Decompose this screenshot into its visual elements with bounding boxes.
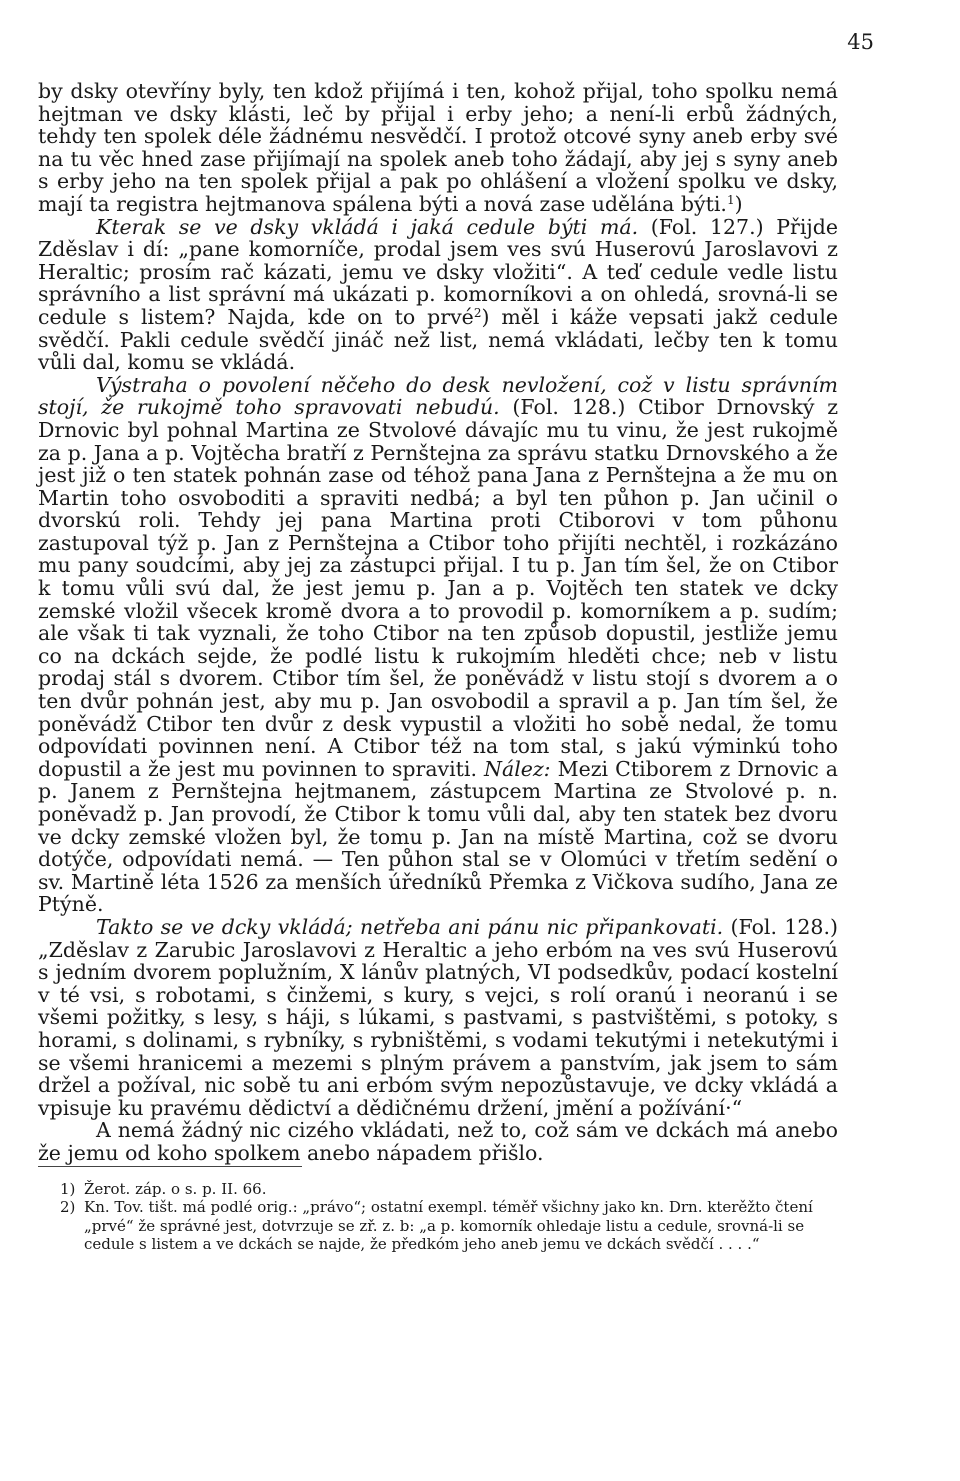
text-run: A nemá žádný nic cizého vkládati, než to, což sám ve dckách má anebo že jemu od koho spolkem anebo nápadem přišlo. xyxy=(38,1118,838,1165)
text-run: ) xyxy=(734,191,743,216)
footnote xyxy=(60,1198,839,1253)
paragraph xyxy=(38,216,838,374)
italic-heading: Takto se ve dcky vkládá; netřeba ani pánu nic připankovati. xyxy=(96,914,724,939)
footnote-ref: 1 xyxy=(726,192,735,207)
footnote-text: Kn. Tov. tišt. má podlé orig.: „právo“; ostatní exempl. téměř všichny jako kn. Drn. kterěžto čtení „prvé“ že správné jest, dotvrzuje se zř. z. b: „a p. komorník ohledaje listu a cedule, srovná-li se cedule s listem a ve dckách se najde, že předkóm jeho aneb jemu ve dckách svědčí . . . .“ xyxy=(84,1198,813,1253)
paragraph xyxy=(38,374,838,916)
italic-heading: Kterak se ve dsky vkládá i jaká cedule býti má. xyxy=(96,214,639,239)
footnotes xyxy=(60,1180,839,1253)
page-number: 45 xyxy=(847,30,874,54)
text-run: (Fol. 128.) Ctibor Drnovský z Drnovic byl pohnal Martina ze Stvolové dávajíc mu tu vinu, že jest rukojmě za p. Jana a p. Vojtěcha bratří z Pernštejna za správu statku Drnovského a že jest již o ten statek pohnán zase od téhož pana Jana z Pernštejna a že mu on Martin toho osvoboditi a spraviti nedbá; a byl ten půhon p. Jan učinil o dvorskú roli. Tehdy jej pana Martina proti Ctiborovi v tom půhonu zastupoval týž p. Jan z Pernštejna a Ctibor toho přijíti nechtěl, i rozkázáno mu pany soudcími, aby jej za zástupci přijal. I tu p. Jan tím šel, že on Ctibor k tomu vůli svú dal, že jest jemu p. Jan a p. Vojtěch ten statek ve dcky zemské vložil všecek kromě dvora a to provodil p. komorníkem a p. sudím; ale však ti tak vyznali, že toho Ctibor na ten způsob dopustil, jestliže jemu co na dckách sejde, že podlé listu k rukojmím hleděti chce; neb v listu prodaj stál s dvorem. Ctibor tím šel, že poněvádž v listu stojí s dvorem a o ten dvůr pohnán jest, aby mu p. Jan osvobodil a spravil a p. Jan tím šel, že poněvádž Ctibor ten dvůr z desk vypustil a vložiti ho sobě nedal, že tomu odpovídati povinnen není. A Ctibor též na tom stal, s jakú výminkú toho dopustil a že jest mu povinnen to spraviti. xyxy=(38,395,838,781)
text-run: ) měl i káže vepsati jakž cedule svědčí. Pakli cedule svědčí jináč než list, nemá vkládati, lečby ten k tomu vůli dal, komu se vkládá. xyxy=(38,304,839,375)
italic-heading: Výstraha o povolení něčeho do desk nevložení, což v listu správním stojí, že rukojmě toho spravovati nebudú. xyxy=(38,372,838,420)
text-run: (Fol. 127.) Přijde Zděslav i dí: „pane komorníče, prodal jsem ves svú Huserovú Jaroslavovi z Heraltic; prosím rač kázati, jemu ve dsky vložiti“. A teď cedule vedle listu správního a list správní má ukázati p. komorníkovi a on ohledá, srovná-li se cedule s listem? Najda, kde on to prvé xyxy=(38,214,839,329)
text-run: Mezi Ctiborem z Drnovic a p. Janem z Pernštejna hejtmanem, zástupcem Martina ze Stvolové p. n. poněvadž p. Jan provodí, že Ctibor k tomu vůli dal, aby ten statek bez dvoru ve dcky zemské vložen byl, že tomu p. Jan na místě Martina, což se dvoru dotýče, odpovídati nemá. — Ten půhon stal se v Olomúci v třetím sedění o sv. Martině léta 1526 za menších úředníků Přemka z Vičkova sudího, Jana ze Ptýně. xyxy=(38,756,838,917)
paragraph xyxy=(38,80,838,216)
footnote-ref: 2 xyxy=(473,305,482,320)
body-text xyxy=(38,80,838,1165)
text-run: (Fol. 128.) „Zděslav z Zarubic Jaroslavovi z Heraltic a jeho erbóm na ves svú Huserovú s jedním dvorem poplužním, X lánův platných, VI podsedkův, podací kostelní v té vsi, s robotami, s činžemi, s kury, s vejci, s rolí oranú i neoranú i se všemi požitky, s lesy, s háji, s lúkami, s pastvami, s pastvištěmi, s potoky, s horami, s dolinami, s rybníky, s rybništěmi, s vodami tekutými i netekutými i se všemi hranicemi a mezemi s plným právem a panstvím, jak jsem to sám držel a požíval, nic sobě tu ani erbóm svým nepozůstavuje, ve dcky vkládá a vpisuje ku pravému dědictví a dědičnému držení, jmění a požívání·“ xyxy=(38,914,838,1120)
footnote-divider xyxy=(38,1166,302,1167)
paragraph xyxy=(38,916,838,1119)
footnote-text: Žerot. záp. o s. p. II. 66. xyxy=(84,1180,267,1198)
text-run: by dsky otevříny byly, ten kdož přijímá i ten, kohož přijal, toho spolku nemá hejtman ve dsky klásti, leč by přijal i erby jeho; a není-li erbů žádných, tehdy ten spolek déle žádnému nesvědčí. I protož otcové syny aneb erby své na tu věc hned zase přijímají na spolek aneb toho žádají, aby jej s syny aneb s erby jeho na ten spolek přijal a pak po ohlášení a vložení spolku ve dsky, mají ta registra hejtmanova spálena býti a nová zase udělána býti. xyxy=(38,79,838,216)
footnote xyxy=(60,1180,839,1198)
paragraph xyxy=(38,1119,838,1164)
footnote-marker: 1) xyxy=(60,1180,76,1198)
footnote-marker: 2) xyxy=(60,1198,76,1217)
italic-heading: Nález: xyxy=(484,756,551,781)
